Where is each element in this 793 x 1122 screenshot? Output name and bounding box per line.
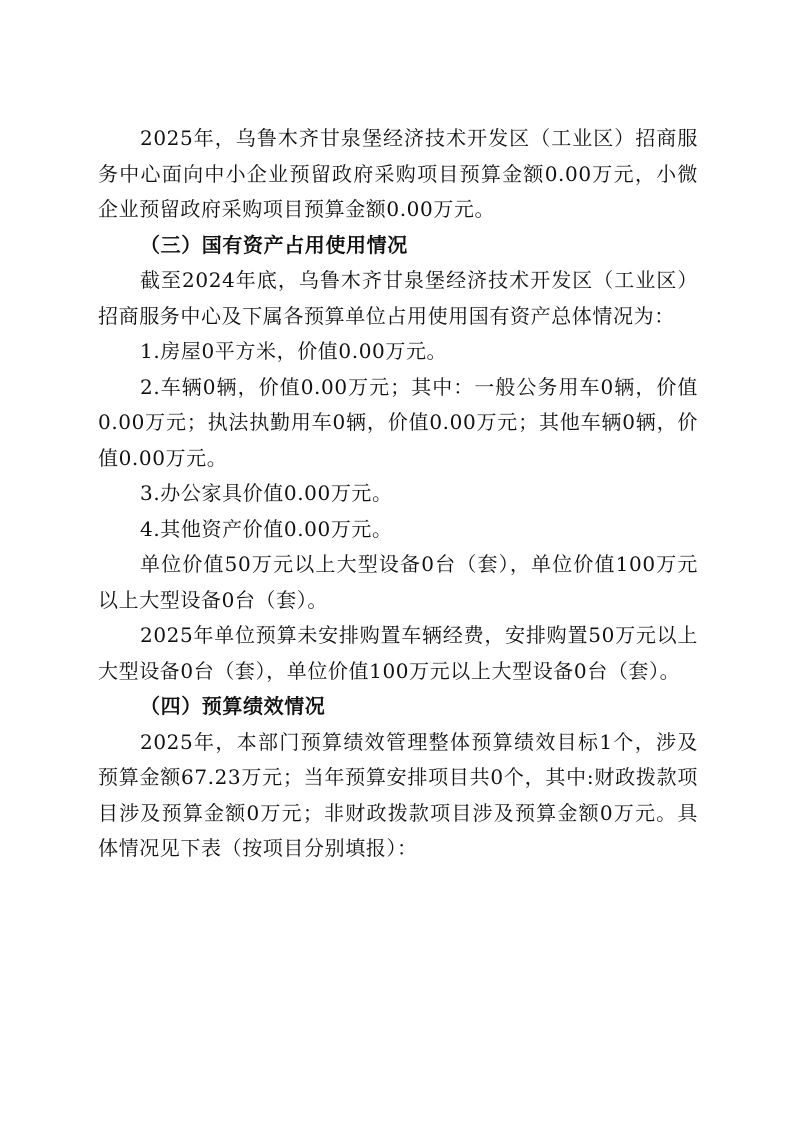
section-heading-state-assets: （三）国有资产占用使用情况: [140, 232, 408, 257]
paragraph-assets-overview: 截至2024年底，乌鲁木齐甘泉堡经济技术开发区（工业区）招商服务中心及下属各预算单位占用使用国有资产总体情况为：: [98, 268, 698, 328]
paragraph-housing: 1.房屋0平方米，价值0.00万元。: [140, 339, 448, 363]
section-heading-performance: （四）预算绩效情况: [140, 694, 326, 718]
document-body: [98, 121, 698, 867]
paragraph-performance-goals: 2025年，本部门预算绩效管理整体预算绩效目标1个，涉及预算金额67.23万元；当年预算安排项目共0个，其中:财政拨款项目涉及预算金额0万元；非财政拨款项目涉及预算金额0万元。具体情况见下表（按项目分别填报）：: [98, 729, 698, 860]
paragraph-office-furniture: 3.办公家具价值0.00万元。: [140, 481, 393, 505]
paragraph-vehicles: 2.车辆0辆，价值0.00万元；其中：一般公务用车0辆，价值0.00万元；执法执勤用车0辆，价值0.00万元；其他车辆0辆，价值0.00万元。: [98, 374, 698, 470]
paragraph-other-assets: 4.其他资产价值0.00万元。: [140, 516, 393, 541]
paragraph-purchase-plan: 2025年单位预算未安排购置车辆经费，安排购置50万元以上大型设备0台（套），单位价值100万元以上大型设备0台（套）。: [98, 623, 698, 683]
paragraph-large-equipment: 单位价值50万元以上大型设备0台（套），单位价值100万元以上大型设备0台（套）。: [98, 552, 698, 612]
paragraph-smb-procurement: 2025年，乌鲁木齐甘泉堡经济技术开发区（工业区）招商服务中心面向中小企业预留政府采购项目预算金额0.00万元，小微企业预留政府采购项目预算金额0.00万元。: [98, 126, 698, 221]
